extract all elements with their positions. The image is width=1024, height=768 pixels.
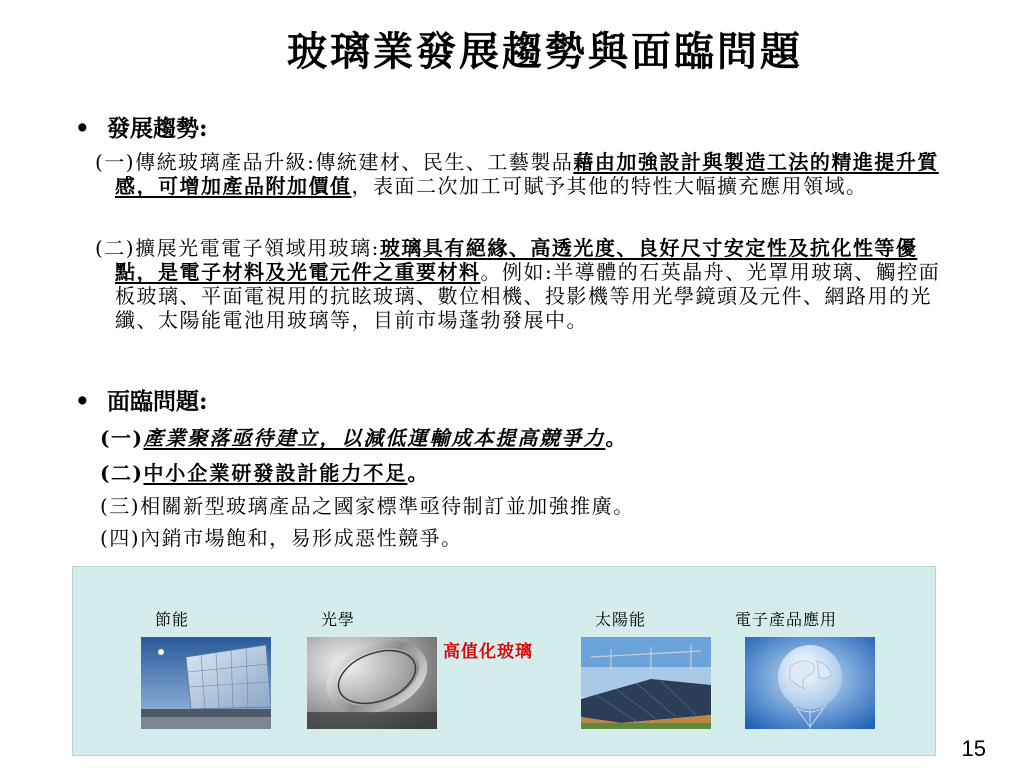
problem-item-2-emphasis: 中小企業研發設計能力不足: [143, 461, 408, 485]
glass-building-photo: [141, 637, 271, 729]
trend-item-2-line-4: 眩玻璃、數位相機、投影機等用光學鏡頭及元件、網路用的光纖、: [115, 284, 932, 332]
problem-item-1-tail: 。: [605, 426, 627, 450]
applications-panel: [72, 566, 936, 756]
trends-heading: 發展趨勢:: [107, 115, 208, 142]
solar-greenhouse-photo: [581, 637, 711, 729]
problem-item-3: (三)相關新型玻璃產品之國家標準亟待制訂並加強推廣。: [100, 494, 635, 518]
optical-lens-photo: [307, 637, 437, 729]
trend-item-2-emphasis-a: 玻璃具有絕緣、高透光度、良好尺寸: [379, 236, 724, 260]
problem-item-1-lead: (一): [100, 426, 144, 450]
page-number: 15: [961, 736, 986, 761]
trend-item-2-line-3: 半導體的石英晶舟、光罩用玻璃、觸控面板玻璃、平面電視用的抗: [115, 260, 941, 308]
trend-item-1-emphasis-a: 藉由加強設計與: [573, 150, 724, 174]
glass-globe-photo: [745, 637, 875, 729]
problem-item-2-lead: (二): [100, 461, 144, 485]
problems-heading: 面臨問題:: [107, 388, 208, 415]
problem-item-2: [100, 457, 429, 486]
problems-heading-row: [75, 383, 208, 416]
caption-solar: 太陽能: [595, 610, 647, 629]
caption-energy-saving: 節能: [155, 610, 190, 629]
trend-item-1-prefix: (一)傳統玻璃產品升級:傳統建材、民生、工藝製品: [95, 150, 574, 174]
bullet-dot: •: [75, 115, 90, 142]
high-value-glass-label: 高值化玻璃: [443, 642, 533, 662]
problem-item-1-emphasis: 產業聚落亟待建立，以減低運輸成本提高競爭力: [143, 426, 606, 450]
bullet-dot: •: [75, 388, 90, 415]
trend-item-1-suffix-a: ，表面二次加工可: [351, 174, 524, 198]
trend-item-1: [95, 150, 945, 198]
trend-item-2-line-5: 太陽能電池用玻璃等，目前市場蓬勃發展中。: [158, 308, 588, 332]
trend-item-1-emphasis-b: 製造工法的精進提升質感，可增加產品附加價值: [115, 150, 939, 198]
problem-item-1: [100, 422, 627, 451]
trend-item-2-emphasis-b: 安定性及抗化性等優點，是電子材料及光電元件之重要材料: [115, 236, 918, 284]
trend-item-2-text: [95, 236, 945, 332]
trends-heading-row: [75, 110, 208, 143]
trend-item-2-suffix: 。例如:: [480, 260, 554, 284]
trend-item-2-prefix: (二)擴展光電電子領域用玻璃:: [95, 236, 380, 260]
trend-item-1-suffix-b: 賦予其他的特性大幅擴充應用領域。: [523, 174, 868, 198]
trend-item-2: [95, 236, 945, 332]
problem-item-4: (四)內銷市場飽和，易形成惡性競爭。: [100, 526, 463, 550]
problem-item-2-tail: 。: [407, 461, 429, 485]
trend-item-1-text: [95, 150, 945, 198]
slide-title: 玻璃業發展趨勢與面臨問題: [287, 28, 803, 75]
caption-optics: 光學: [321, 610, 356, 629]
caption-electronics: 電子產品應用: [735, 610, 838, 629]
